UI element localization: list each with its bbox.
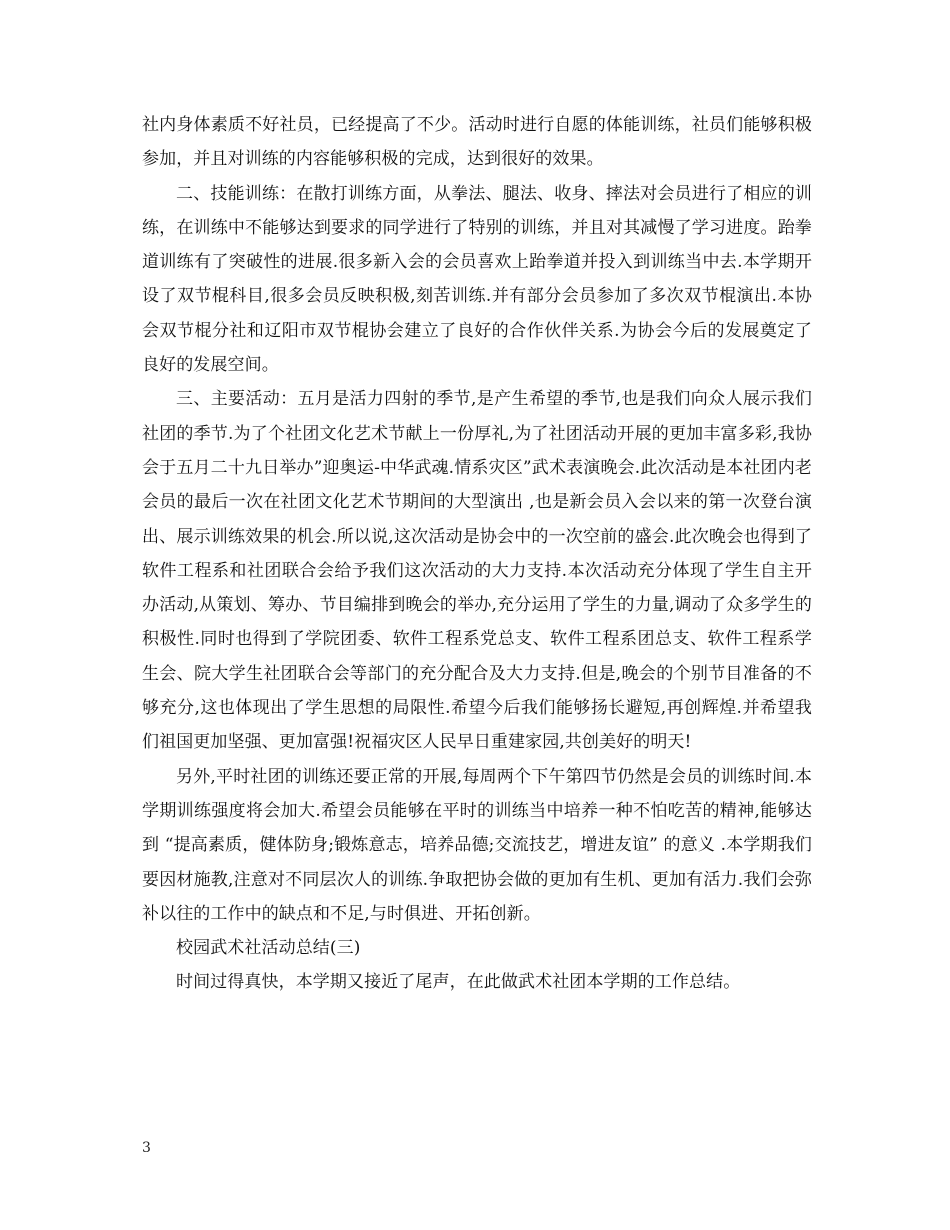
section-heading: 校园武术社活动总结(三) — [176, 938, 361, 959]
paragraph-main-activities: 三、主要活动：五月是活力四射的季节,是产生希望的季节,也是我们向众人展示我们社团的季节.为了个社团文化艺术节献上一份厚礼,为了社团活动开展的更加丰富多彩,我协会于五月二十九日举办”迎奥运-中华武魂.情系灾区”武术表演晚会.此次活动是本社团内老会员的最后一次在社团文化艺术节期间的大型演出 ,也是新会员入会以来的第一次登台演出、展示训练效果的机会.所以说,这次活动是协会中的一次空前的盛会.此次晚会也得到了软件工程系和社团联合会给予我们这次活动的大力支持.本次活动充分体现了学生自主开办活动,从策划、筹办、节目编排到晚会的举办,充分运用了学生的力量,调动了众多学生的积极性.同时也得到了学院团委、软件工程系党总支、软件工程系团总支、软件工程系学生会、院大学生社团联合会等部门的充分配合及大力支持.但是,晚会的个别节目准备的不够充分,这也体现出了学生思想的局限性.希望今后我们能够扬长避短,再创辉煌.并希望我们祖国更加坚强、更加富强!祝福灾区人民早日重建家园,共创美好的明天! — [142, 389, 812, 753]
paragraph-intro: 时间过得真快，本学期又接近了尾声，在此做武术社团本学期的工作总结。 — [176, 972, 741, 993]
paragraph-regular-training: 另外,平时社团的训练还要正常的开展,每周两个下午第四节仍然是会员的训练时间.本学期训练强度将会加大.希望会员能够在平时的训练当中培养一种不怕吃苦的精神,能够达到 “提高素质，健体防身;锻炼意志，培养品德;交流技艺，增进友谊” 的意义 .本学期我们要因材施教,注意对不同层次人的训练.争取把协会做的更加有生机、更加有活力.我们会弥补以往的工作中的缺点和不足,与时俱进、开拓创新。 — [142, 766, 813, 924]
paragraph-continuation: 社内身体素质不好社员，已经提高了不少。活动时进行自愿的体能训练，社员们能够积极参加，并且对训练的内容能够积极的完成，达到很好的效果。 — [142, 115, 812, 170]
paragraph-skill-training: 二、技能训练：在散打训练方面，从拳法、腿法、收身、摔法对会员进行了相应的训练，在训练中不能够达到要求的同学进行了特别的训练，并且对其减慢了学习进度。跆拳道训练有了突破性的进展.很多新入会的会员喜欢上跆拳道并投入到训练当中去.本学期开设了双节棍科目,很多会员反映积极,刻苦训练.并有部分会员参加了多次双节棍演出.本协会双节棍分社和辽阳市双节棍协会建立了良好的合作伙伴关系.为协会今后的发展奠定了良好的发展空间。 — [142, 183, 812, 376]
page-number: 3 — [142, 1140, 151, 1156]
document-body — [142, 108, 812, 1000]
